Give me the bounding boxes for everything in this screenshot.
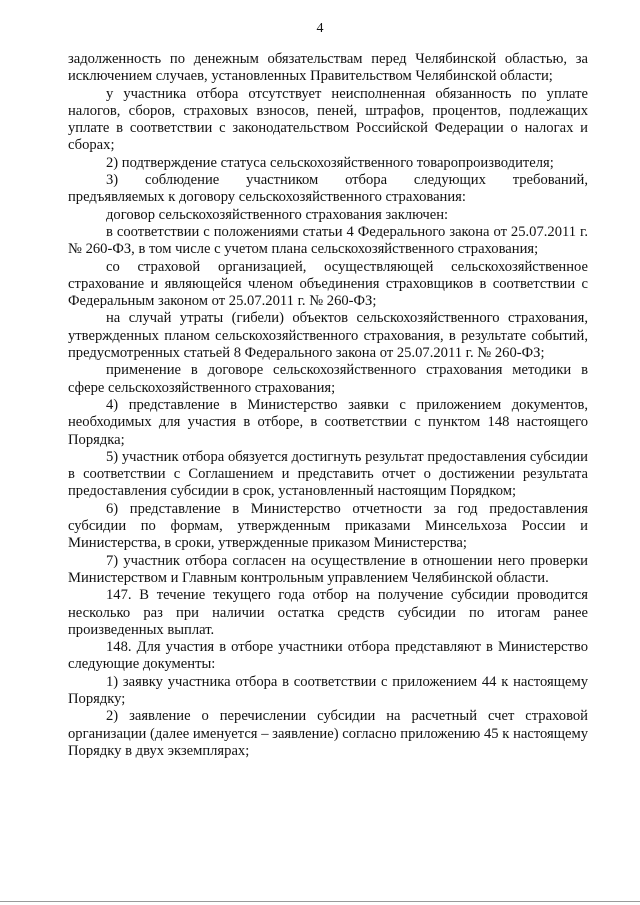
paragraph-148: 148. Для участия в отборе участники отбора представляют в Министерство следующие документы:	[68, 639, 588, 673]
paragraph-debt-continuation: задолженность по денежным обязательствам перед Челябинской областью, за исключением случаев, установленных Правительством Челябинской области;	[68, 51, 588, 85]
document-body	[68, 51, 588, 760]
paragraph-item-2-producer-status: 2) подтверждение статуса сельскохозяйственного товаропроизводителя;	[106, 154, 554, 171]
paragraph-item-5-result: 5) участник отбора обязуется достигнуть результат предоставления субсидии в соответствии с Соглашением и представить отчет о достижении результата предоставления субсидии в срок, установленный настоящим Порядком;	[68, 448, 588, 500]
paragraph-methodology: применение в договоре сельскохозяйственного страхования методики в сфере сельскохозяйственного страхования;	[68, 362, 588, 396]
paragraph-item-3-continuation: предъявляемых к договору сельскохозяйственного страхования:	[68, 189, 466, 206]
paragraph-item-7-inspection: 7) участник отбора согласен на осуществление в отношении него проверки Министерством и Главным контрольным управлением Челябинской области.	[68, 552, 588, 586]
paragraph-147: 147. В течение текущего года отбор на получение субсидии проводится несколько раз при наличии остатка средств субсидии по итогам ранее произведенных выплат.	[68, 587, 588, 638]
paragraph-insurer: со страховой организацией, осуществляющей сельскохозяйственное страхование и являющейся членом объединения страховщиков в соответствии с Федеральным законом от 25.07.2011 г. № 260-ФЗ;	[68, 258, 588, 310]
paragraph-item-3-requirements: 3) соблюдение участником отбора следующих требований,	[106, 172, 588, 189]
bottom-scan-edge	[0, 901, 640, 902]
paragraph-item-4-application: 4) представление в Министерство заявки с приложением документов, необходимых для участия в отборе, в соответствии с пунктом 148 настоящего Порядка;	[68, 396, 588, 448]
paragraph-148-item-1: 1) заявку участника отбора в соответствии с приложением 44 к настоящему Порядку;	[68, 673, 588, 707]
paragraph-loss-case: на случай утраты (гибели) объектов сельскохозяйственного страхования, утвержденных планом сельскохозяйственного страхования, в результате событий, предусмотренных статьей 8 Федерального закона от 25.07.2011 г. № 260-ФЗ;	[68, 310, 588, 362]
page-number: 4	[316, 21, 324, 36]
paragraph-contract-concluded: договор сельскохозяйственного страхования заключен:	[106, 206, 449, 223]
paragraph-148-item-2: 2) заявление о перечислении субсидии на расчетный счет страховой организации (далее именуется – заявление) согласно приложению 45 к настоящему Порядку в двух экземплярах;	[68, 708, 588, 759]
paragraph-no-tax-obligation: у участника отбора отсутствует неисполненная обязанность по уплате налогов, сборов, страховых взносов, пеней, штрафов, процентов, подлежащих уплате в соответствии с законодательством Российской Федерации о налогах и сборах;	[68, 85, 588, 154]
paragraph-per-article-4: в соответствии с положениями статьи 4 Федерального закона от 25.07.2011 г. № 260-ФЗ, в том числе с учетом плана сельскохозяйственного страхования;	[68, 223, 588, 258]
paragraph-item-6-reporting: 6) представление в Министерство отчетности за год предоставления субсидии по формам, утвержденным приказами Минсельхоза России и Министерства, в сроки, утвержденные приказом Министерства;	[68, 500, 588, 552]
